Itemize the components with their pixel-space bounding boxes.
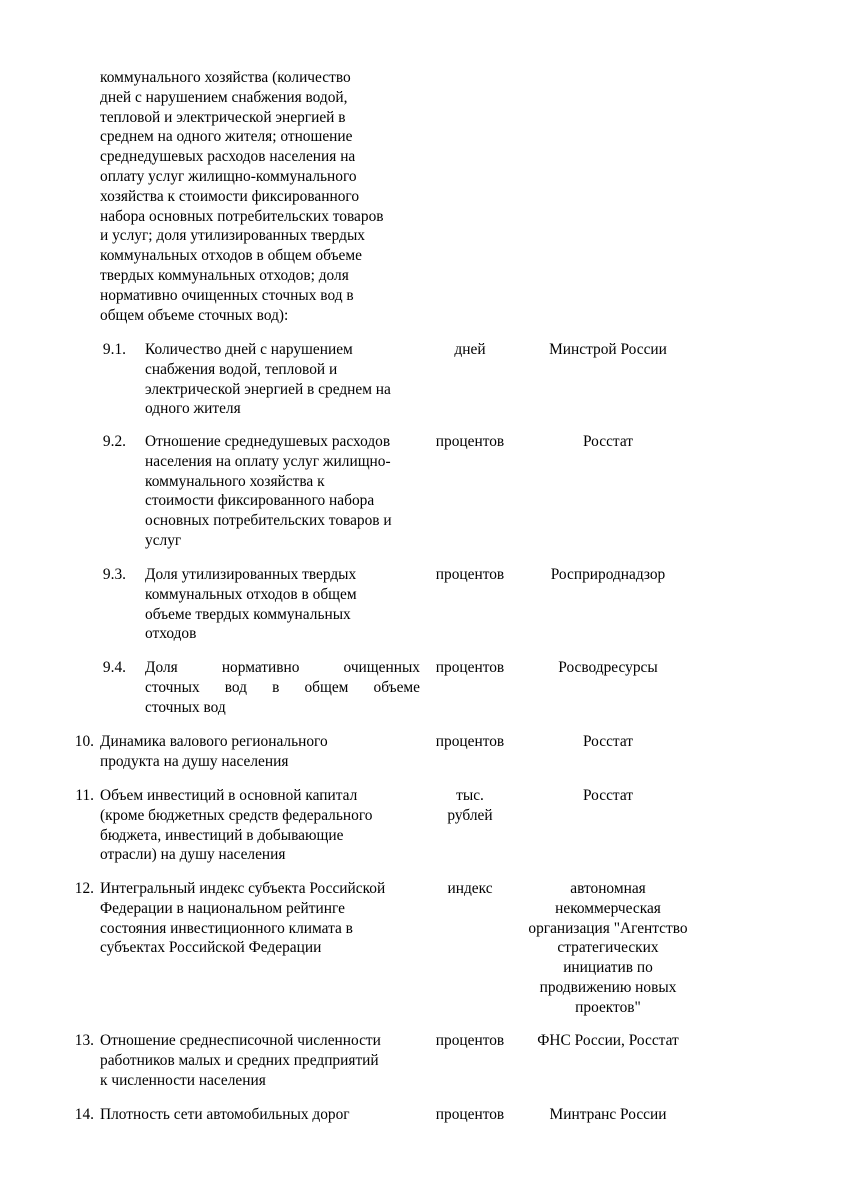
text-line: продукта на душу населения (100, 752, 289, 770)
indicator-name (100, 879, 420, 958)
text-line: процентов (435, 433, 505, 450)
text-line: (кроме бюджетных средств федерального (100, 806, 373, 824)
text-line: отходов (145, 625, 197, 643)
text-line: снабжения водой, тепловой и (145, 360, 338, 378)
text-line: Плотность сети автомобильных дорог (100, 1106, 350, 1123)
text-line: автономная (570, 880, 646, 897)
unit-of-measure (422, 565, 518, 585)
data-source (518, 1031, 698, 1051)
text-line: Росстат (583, 733, 633, 750)
text-line: услуг (145, 531, 182, 549)
data-source (518, 340, 698, 360)
text-line: сточных вод (145, 698, 226, 716)
text-line: некоммерческая (555, 899, 661, 917)
unit-of-measure (422, 786, 518, 826)
unit-of-measure (422, 1031, 518, 1051)
row-number: 10. (74, 733, 94, 750)
text-line: состояния инвестиционного климата в (100, 919, 353, 937)
unit-of-measure (422, 340, 518, 360)
indicator-name (100, 786, 420, 865)
text-line: ФНС России, Росстат (537, 1032, 679, 1049)
unit-of-measure (422, 432, 518, 452)
text-line: общем объеме сточных вод): (100, 306, 289, 324)
text-line: Отношение среднедушевых расходов (145, 433, 391, 450)
text-line: дней (454, 341, 486, 358)
text-line: среднедушевых расходов населения на (100, 148, 356, 166)
text-line: инициатив по (563, 959, 653, 977)
row-number: 14. (74, 1106, 94, 1123)
data-source (518, 565, 698, 585)
text-line: Доля нормативно очищенных (145, 659, 420, 676)
row-number: 9.4. (102, 659, 126, 676)
unit-of-measure (422, 1105, 518, 1125)
text-line: стратегических (557, 939, 659, 957)
text-line: отрасли) на душу населения (100, 846, 286, 864)
text-line: рублей (447, 806, 493, 824)
indicator-name (145, 565, 420, 644)
text-line: организация "Агентство (528, 919, 688, 937)
indicator-name (145, 432, 420, 551)
text-line: Динамика валового регионального (100, 733, 328, 750)
text-line: Росводресурсы (558, 659, 658, 676)
text-line: Росстат (583, 433, 633, 450)
text-line: тыс. (456, 787, 484, 804)
data-source (518, 786, 698, 806)
text-line: проектов" (575, 998, 641, 1016)
text-line: процентов (435, 1106, 505, 1123)
text-line: продвижению новых (539, 978, 677, 996)
unit-of-measure (422, 879, 518, 899)
text-line: коммунального хозяйства (количество (100, 69, 351, 86)
text-line: оплату услуг жилищно-коммунального (100, 167, 357, 185)
text-line: процентов (435, 1032, 505, 1049)
text-line: и услуг; доля утилизированных твердых (100, 227, 365, 245)
text-line: среднем на одного жителя; отношение (100, 128, 353, 146)
text-line: электрической энергией в среднем на (145, 380, 391, 398)
text-line: объеме твердых коммунальных (145, 605, 351, 623)
text-line: одного жителя (145, 400, 241, 418)
text-line: дней с нарушением снабжения водой, (100, 88, 348, 106)
text-line: Количество дней с нарушением (145, 341, 353, 358)
indicator-name (145, 340, 420, 419)
text-line: населения на оплату услуг жилищно- (145, 452, 391, 470)
text-line: основных потребительских товаров и (145, 512, 392, 530)
data-source (518, 432, 698, 452)
text-line: Интегральный индекс субъекта Российской (100, 880, 386, 897)
text-line: работников малых и средних предприятий (100, 1051, 379, 1069)
text-line: сточных вод в общем объеме (145, 678, 420, 696)
text-line: бюджета, инвестиций в добывающие (100, 826, 344, 844)
text-line: набора основных потребительских товаров (100, 207, 384, 225)
indicator-name (100, 1105, 420, 1125)
text-line: процентов (435, 659, 505, 676)
text-line: к численности населения (100, 1071, 266, 1089)
text-line: Объем инвестиций в основной капитал (100, 787, 358, 804)
data-source (518, 732, 698, 752)
unit-of-measure (422, 658, 518, 678)
text-line: Отношение среднесписочной численности (100, 1032, 381, 1049)
text-line: Доля утилизированных твердых (145, 566, 357, 583)
text-line: Минтранс России (549, 1106, 667, 1123)
text-line: Федерации в национальном рейтинге (100, 899, 345, 917)
text-line: нормативно очищенных сточных вод в (100, 286, 354, 304)
text-line: коммунальных отходов в общем объеме (100, 247, 362, 265)
text-line: стоимости фиксированного набора (145, 492, 375, 510)
row-number: 9.3. (102, 566, 126, 583)
data-source (518, 658, 698, 678)
row-number: 12. (74, 880, 94, 897)
text-line: хозяйства к стоимости фиксированного (100, 187, 360, 205)
intro-paragraph (100, 68, 420, 325)
indicator-name (145, 658, 420, 717)
row-number: 11. (75, 787, 94, 804)
text-line: Минстрой России (549, 341, 667, 358)
text-line: твердых коммунальных отходов; доля (100, 266, 349, 284)
text-line: Росстат (583, 787, 633, 804)
indicator-name (100, 732, 420, 772)
row-number: 9.2. (102, 433, 126, 450)
text-line: субъектах Российской Федерации (100, 939, 322, 957)
row-number: 9.1. (102, 341, 126, 358)
text-line: процентов (435, 733, 505, 750)
unit-of-measure (422, 732, 518, 752)
text-line: Росприроднадзор (550, 566, 666, 583)
data-source (518, 879, 698, 1018)
indicator-name (100, 1031, 420, 1090)
text-line: индекс (447, 880, 493, 897)
text-line: тепловой и электрической энергией в (100, 108, 346, 126)
data-source (518, 1105, 698, 1125)
row-number: 13. (74, 1032, 94, 1049)
text-line: коммунальных отходов в общем (145, 585, 357, 603)
text-line: коммунального хозяйства к (145, 472, 325, 490)
text-line: процентов (435, 566, 505, 583)
